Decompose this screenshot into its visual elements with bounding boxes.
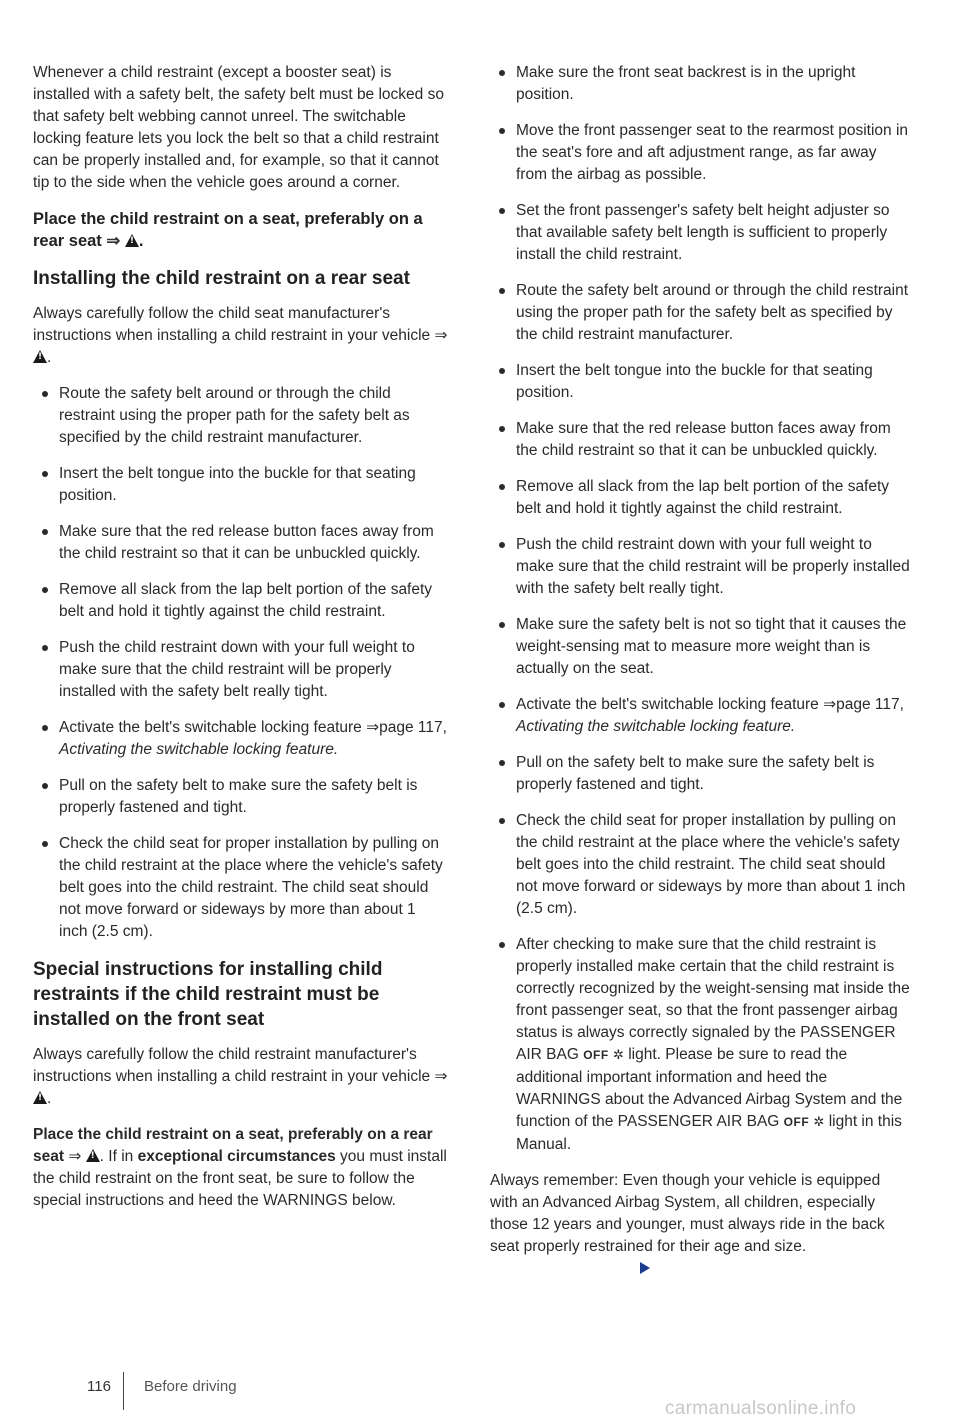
list-item	[490, 752, 910, 796]
see-arrow: ⇒	[823, 696, 837, 713]
warning-triangle-icon[interactable]	[125, 234, 139, 247]
bullet-text: Route the safety belt around or through the child restraint using the proper path for the safety belt as specified by the child restraint manufacturer.	[516, 282, 909, 343]
list-item	[490, 534, 910, 600]
list-item	[490, 360, 910, 404]
bullet-text: Make sure the safety belt is not so tight that it causes the weight-sensing mat to measure more weight than is actually on the seat.	[516, 616, 907, 677]
bullet-text: Pull on the safety belt to make sure the safety belt is properly fastened and tight.	[59, 777, 418, 816]
place2-if: If in	[108, 1148, 134, 1165]
special-intro-text: Always carefully follow the child restraint manufacturer's instructions when installing a child restraint in your vehicle	[33, 1046, 431, 1085]
bullet-dot-icon	[499, 128, 505, 134]
installing-intro-text: Always carefully follow the child seat manufacturer's instructions when installing a child restraint in your vehicle	[33, 305, 431, 344]
bullet-dot-icon	[499, 426, 505, 432]
page-reference-link[interactable]: page 117,	[379, 719, 447, 736]
list-item	[33, 833, 448, 943]
bullet-text-end: light in this Manual.	[516, 1113, 902, 1153]
page-number: 116	[87, 1378, 111, 1395]
list-item	[490, 694, 910, 738]
list-item	[490, 614, 910, 680]
bullet-dot-icon	[42, 783, 48, 789]
page-reference-link[interactable]: page 117,	[836, 696, 904, 713]
bullet-dot-icon	[499, 702, 505, 708]
list-item	[33, 521, 448, 565]
special-instructions-heading: Special instructions for installing child restraints if the child restraint must be installed on the front seat	[33, 959, 383, 1030]
bullet-text: Activate the belt's switchable locking feature	[59, 719, 362, 736]
bullet-text: Insert the belt tongue into the buckle for that seating position.	[516, 362, 873, 401]
bullet-text: Insert the belt tongue into the buckle for that seating position.	[59, 465, 416, 504]
installing-rear-heading: Installing the child restraint on a rear seat	[33, 268, 410, 289]
bullet-text: After checking to make sure that the child restraint is properly installed make certain that the child restraint is correctly recognized by the weight-sensing mat inside the front passenger seat, so that the front passenger airbag status is always correctly signaled by the PASSENGER AIR BAG	[516, 936, 910, 1063]
section-label: Before driving	[144, 1378, 237, 1395]
bullet-dot-icon	[499, 942, 505, 948]
see-arrow: ⇒	[106, 232, 121, 250]
bullet-text: Push the child restraint down with your full weight to make sure that the child restraint will be properly installed with the safety belt really tight.	[59, 639, 415, 700]
bullet-dot-icon	[499, 484, 505, 490]
bullet-text: Make sure that the red release button faces away from the child restraint so that it can be unbuckled quickly.	[59, 523, 434, 562]
list-item	[490, 280, 910, 346]
place2-bold: exceptional circumstances	[137, 1148, 336, 1165]
bullet-dot-icon	[42, 471, 48, 477]
bullet-dot-icon	[499, 70, 505, 76]
watermark: carmanualsonline.info	[665, 1398, 857, 1419]
list-item	[33, 717, 448, 761]
bullet-dot-icon	[499, 368, 505, 374]
bullet-dot-icon	[42, 841, 48, 847]
list-item	[33, 775, 448, 819]
page-reference-title: Activating the switchable locking feature.	[516, 718, 796, 735]
place-heading: Place the child restraint on a seat, preferably on a rear seat ⇒ ! .	[33, 208, 448, 252]
bullet-dot-icon	[499, 760, 505, 766]
place2-paragraph: Place the child restraint on a seat, preferably on a rear seat ⇒ ! . If in exceptional circumstances you must install the child restraint on the front seat, be sure to follow the special instructions and heed the WARNINGS below.	[33, 1124, 448, 1212]
closing-text: Always remember: Even though your vehicle is equipped with an Advanced Airbag System, all children, especially those 12 years and younger, must always ride in the back seat properly restrained for their age and size.	[490, 1172, 885, 1255]
bullet-dot-icon	[42, 529, 48, 535]
bullet-text: Set the front passenger's safety belt height adjuster so that available safety belt length is sufficient to properly install the child restraint.	[516, 202, 890, 263]
list-item	[490, 418, 910, 462]
bullet-text: Move the front passenger seat to the rearmost position in the seat's fore and aft adjustment range, as far away from the airbag as possible.	[516, 122, 909, 183]
see-arrow: ⇒	[68, 1148, 82, 1165]
bullet-text: Remove all slack from the lap belt portion of the safety belt and hold it tightly against the child restraint.	[516, 478, 890, 517]
list-item	[33, 383, 448, 449]
list-item	[490, 62, 910, 106]
closing-paragraph	[490, 1170, 910, 1280]
bullet-dot-icon	[499, 818, 505, 824]
place2-rest: you must install the child restraint on the front seat, be sure to follow the special instructions and heed the WARNINGS below.	[33, 1148, 447, 1209]
bullet-dot-icon	[42, 725, 48, 731]
bullet-text: Pull on the safety belt to make sure the safety belt is properly fastened and tight.	[516, 754, 875, 793]
airbag-off-label: OFF	[783, 1115, 810, 1129]
list-item	[490, 120, 910, 186]
passenger-airbag-icon: ✲	[813, 1115, 825, 1130]
bullet-dot-icon	[499, 208, 505, 214]
bullet-text: Activate the belt's switchable locking feature	[516, 696, 819, 713]
right-column	[490, 62, 910, 1294]
bullet-text: Check the child seat for proper installation by pulling on the child restraint at the place where the vehicle's safety belt goes into the child restraint. The child seat should not move forward or sideways by more than about 1 inch (2.5 cm).	[59, 835, 443, 940]
bullet-text: Make sure the front seat backrest is in the upright position.	[516, 64, 856, 103]
installing-intro: Always carefully follow the child seat manufacturer's instructions when installing a child restraint in your vehicle ⇒ !.	[33, 303, 448, 369]
bullet-text: Check the child seat for proper installation by pulling on the child restraint at the place where the vehicle's safety belt goes into the child restraint. The child seat should not move forward or sideways by more than about 1 inch (2.5 cm).	[516, 812, 906, 917]
list-item	[33, 463, 448, 507]
list-item	[33, 637, 448, 703]
warning-triangle-icon[interactable]	[33, 1091, 47, 1104]
bullet-text-cont: light. Please be sure to read the additional important information and heed the WARNINGS about the Advanced Airbag System and the function of the PASSENGER AIR BAG	[516, 1046, 903, 1130]
bullet-dot-icon	[499, 622, 505, 628]
page-reference-title: Activating the switchable locking feature.	[59, 741, 339, 758]
left-column	[33, 62, 448, 1226]
bullet-dot-icon	[42, 587, 48, 593]
list-item	[33, 579, 448, 623]
see-arrow: ⇒	[434, 1068, 448, 1085]
see-arrow: ⇒	[366, 719, 380, 736]
passenger-airbag-icon: ✲	[613, 1048, 624, 1063]
warning-triangle-icon[interactable]	[33, 350, 47, 363]
bullet-text: Route the safety belt around or through the child restraint using the proper path for the safety belt as specified by the child restraint manufacturer.	[59, 385, 410, 446]
place-heading-text: Place the child restraint on a seat, preferably on a rear seat	[33, 210, 423, 250]
warning-triangle-icon[interactable]	[86, 1149, 100, 1162]
list-item	[490, 934, 910, 1156]
list-item	[490, 200, 910, 266]
bullet-text: Remove all slack from the lap belt portion of the safety belt and hold it tightly against the child restraint.	[59, 581, 433, 620]
bullet-text: Make sure that the red release button faces away from the child restraint so that it can be unbuckled quickly.	[516, 420, 891, 459]
special-intro: Always carefully follow the child restraint manufacturer's instructions when installing a child restraint in your vehicle ⇒ !.	[33, 1044, 448, 1110]
bullet-text: Push the child restraint down with your full weight to make sure that the child restraint will be properly installed with the safety belt really tight.	[516, 536, 910, 597]
bullet-dot-icon	[42, 391, 48, 397]
bullet-dot-icon	[499, 542, 505, 548]
list-item	[490, 810, 910, 920]
place2-heading: Place the child restraint on a seat, preferably on a rear seat	[33, 1126, 433, 1165]
list-item	[490, 476, 910, 520]
bullet-dot-icon	[499, 288, 505, 294]
intro-paragraph: Whenever a child restraint (except a booster seat) is installed with a safety belt, the safety belt must be locked so that safety belt webbing cannot unreel. The switchable locking feature lets you lock the belt so that a child restraint can be properly installed and, for example, so that it cannot tip to the side when the vehicle goes around a corner.	[33, 64, 444, 191]
see-arrow: ⇒	[434, 327, 448, 344]
bullet-dot-icon	[42, 645, 48, 651]
continue-arrow-icon	[640, 1262, 650, 1274]
airbag-off-label: OFF	[583, 1048, 609, 1062]
footer-divider	[123, 1372, 124, 1410]
